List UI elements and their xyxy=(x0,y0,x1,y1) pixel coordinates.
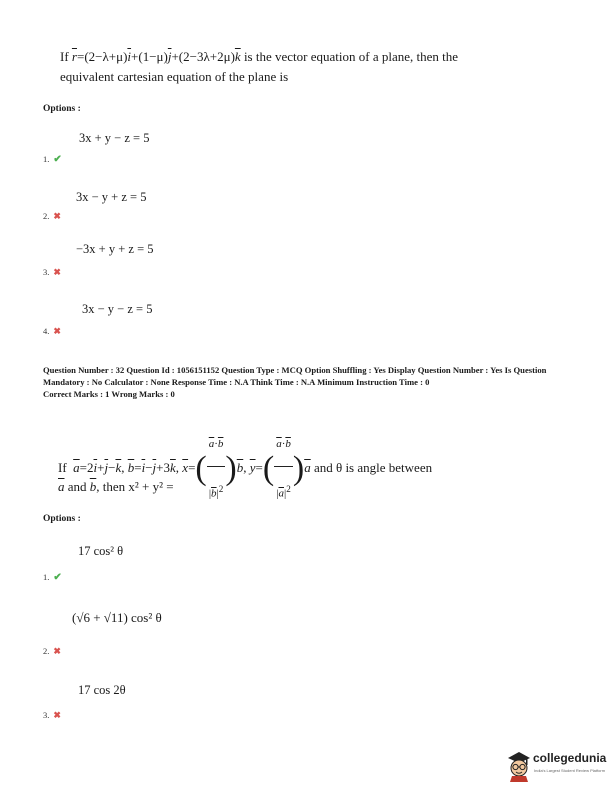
collegedunia-logo xyxy=(505,748,607,782)
option-number: 3. xyxy=(43,710,50,720)
option-number: 4. xyxy=(43,326,50,336)
option-number: 3. xyxy=(43,267,50,277)
q2-option-3-text: 17 cos 2θ xyxy=(78,683,126,697)
q1-option-3-text: −3x + y + z = 5 xyxy=(76,242,154,256)
q1-option-4-text: 3x − y − z = 5 xyxy=(82,302,153,316)
brand-name: collegedunia xyxy=(533,751,607,765)
cross-icon: ✖ xyxy=(53,211,61,221)
q1-option-3 xyxy=(43,262,61,280)
cross-icon: ✖ xyxy=(53,710,61,720)
option-number: 2. xyxy=(43,646,50,656)
question-2-text: and θ is angle between xyxy=(313,459,433,475)
question-2-line-2: $\overline{a}$ and $\overline{b}$, then x² + y² = xyxy=(58,479,174,494)
cross-icon: ✖ xyxy=(53,267,61,277)
question-2-suffix: , then x² + y² = xyxy=(96,479,174,494)
q1-option-1 xyxy=(43,149,62,167)
q2-option-2-text: (√6 + √11) cos² θ xyxy=(72,610,162,625)
question-1-line-1: If $\overline{r}=(2-\lambda+\mu)\overline{i}+(1-\mu)\overline{j}+(2-3\lambda+2\mu)\overline{k}$ is the vector equation of a plane, then the xyxy=(60,49,458,64)
question-1-text: is the vector equation of a plane, then the xyxy=(243,49,458,64)
q2-option-2 xyxy=(43,641,61,659)
question-meta: Question Number : 32 Question Id : 1056151152 Question Type : MCQ Option Shuffling : Yes Display Question Number : Yes Is Question Mandatory : No Calculator : None Response Time : N.A Think Time : N.A Minimum Instruction Time : 0 xyxy=(43,365,547,387)
q1-option-4 xyxy=(43,321,61,339)
question-1-line-2: equivalent cartesian equation of the plane is xyxy=(60,69,289,84)
check-icon: ✔ xyxy=(53,154,62,165)
q1-option-2-text: 3x − y + z = 5 xyxy=(76,190,147,204)
question-2-line-1: If $\overline{a}=2\overline{i}+\overline{j}-\overline{k}$, $\overline{b}=\overline{i}-\overline{j}+3\overline{k}$, $\overline{x}=$( $\frac{\overline{a}\cdot\overline{b}}{|\overline{b}|^2}$ )$\overline{b}$, $\overline{y}=$( $\frac{\overline{a}\cdot\overline{b}}{|\overline{a}|^2}$ )$\overline{a}$ and θ is angle between xyxy=(58,422,432,516)
options-label-1: Options : xyxy=(43,104,81,114)
if-label: If xyxy=(58,459,67,475)
q1-option-1-text: 3x + y − z = 5 xyxy=(79,131,150,145)
cross-icon: ✖ xyxy=(53,326,61,336)
check-icon: ✔ xyxy=(53,572,62,583)
option-number: 1. xyxy=(43,572,50,582)
brand-tagline: India's Largest Student Review Platform xyxy=(534,768,606,773)
option-number: 1. xyxy=(43,154,50,164)
options-label-2: Options : xyxy=(43,514,81,524)
q2-option-1 xyxy=(43,567,62,585)
q2-option-3 xyxy=(43,705,61,723)
option-number: 2. xyxy=(43,211,50,221)
question-marks: Correct Marks : 1 Wrong Marks : 0 xyxy=(43,389,175,399)
cross-icon: ✖ xyxy=(53,646,61,656)
mascot-icon xyxy=(505,748,533,782)
q2-option-1-text: 17 cos² θ xyxy=(78,544,124,558)
q1-option-2 xyxy=(43,206,61,224)
